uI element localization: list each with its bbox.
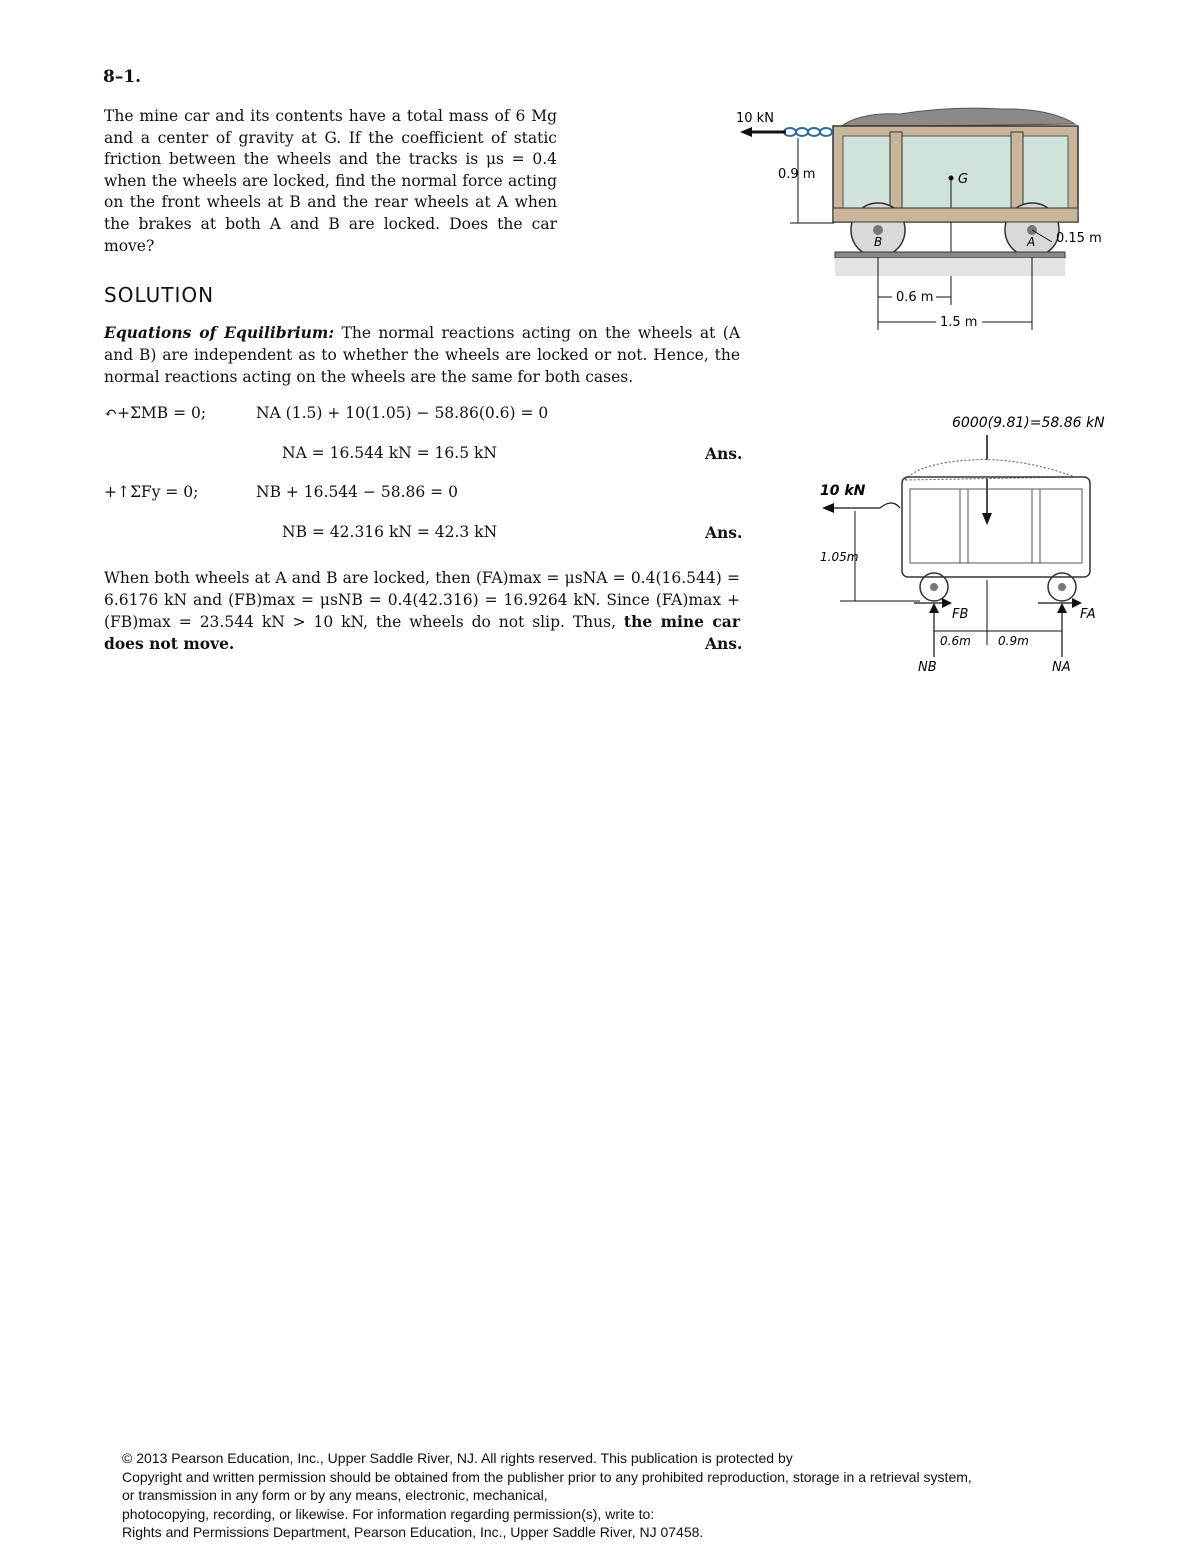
force-label: 10 kN (736, 111, 774, 126)
dim-long: 1.5 m (940, 315, 978, 330)
solution-heading: SOLUTION (104, 283, 215, 307)
na-label: NA (1052, 660, 1071, 675)
conclusion-text: When both wheels at A and B are locked, then (FA)max = μsNA = 0.4(16.544) = 6.6176 kN and (FB)max = μsNB = 0.4(42.316) = 16.9264 kN. Since (FA)max + (FB)max = 23.544 kN > 10 kN, the wheels do not slip. Thus, (104, 569, 740, 631)
mine-car-figure (730, 100, 1110, 335)
wheel-b-label: B (874, 235, 883, 249)
dim-left: 0.6m (940, 634, 971, 648)
nb-label: NB (918, 660, 937, 675)
g-point (949, 176, 954, 181)
fbd-height-label: 1.05m (820, 550, 859, 564)
wheel-a-label: A (1027, 235, 1036, 249)
eq2-result: NB = 42.316 kN = 42.3 kN (282, 523, 498, 541)
footer-line-2: Copyright and written permission should be obtained from the publisher prior to any prohibited reproduction, storage in a retrieval system, (122, 1468, 972, 1485)
eq2-label: +↑ΣFy = 0; (104, 483, 199, 501)
eq1: NA (1.5) + 10(1.05) − 58.86(0.6) = 0 (256, 404, 549, 422)
ans-1: Ans. (705, 444, 743, 463)
fb-label: FB (952, 607, 969, 622)
eq1-result: NA = 16.544 kN = 16.5 kN (282, 444, 497, 462)
intro-lead: Equations of Equilibrium: (104, 323, 335, 342)
dim-right: 0.9m (998, 634, 1029, 648)
footer-line-3: or transmission in any form or by any means, electronic, mechanical, (122, 1487, 548, 1504)
eq1-label: ↶+ΣMB = 0; (104, 404, 207, 422)
ans-2: Ans. (705, 523, 743, 542)
dim-short: 0.6 m (896, 290, 934, 305)
eq2: NB + 16.544 − 58.86 = 0 (256, 483, 458, 501)
footer-line-1: © 2013 Pearson Education, Inc., Upper Saddle River, NJ. All rights reserved. This publication is protected by (122, 1450, 793, 1466)
solution-intro (104, 322, 740, 388)
problem-number: 8–1. (103, 67, 142, 87)
radius-label: 0.15 m (1056, 231, 1102, 246)
ore-load (840, 108, 1075, 127)
track (835, 252, 1065, 258)
free-body-diagram (810, 405, 1110, 680)
fbd-force-label: 10 kN (820, 483, 866, 499)
conclusion (104, 567, 743, 655)
height-label: 0.9 m (778, 167, 816, 182)
weight-label: 6000(9.81)=58.86 kN (952, 415, 1105, 431)
problem-statement: The mine car and its contents have a total mass of 6 Mg and a center of gravity at G. If the coefficient of static friction between the wheels and the tracks is μs = 0.4 when the wheels are locked, find the normal force acting on the front wheels at B and the rear wheels at A when the brakes at both A and B are locked. Does the car move? (104, 107, 557, 255)
g-label: G (958, 172, 969, 187)
footer-line-5: Rights and Permissions Department, Pearson Education, Inc., Upper Saddle River, NJ 07458. (122, 1524, 704, 1541)
intro-text: The normal reactions acting on the wheels at (A and B) are independent as to whether the wheels are locked or not. Hence, the normal reactions acting on the wheels are the same for both cases. (104, 324, 741, 386)
conclusion-bold: the mine car does not move. (104, 612, 741, 653)
copyright-footer (122, 1449, 1122, 1542)
fa-label: FA (1080, 607, 1096, 622)
ans-3: Ans. (705, 634, 743, 653)
footer-line-4: photocopying, recording, or likewise. For information regarding permission(s), write to: (122, 1505, 655, 1522)
fbd-body (902, 477, 1090, 577)
chain (784, 128, 832, 136)
